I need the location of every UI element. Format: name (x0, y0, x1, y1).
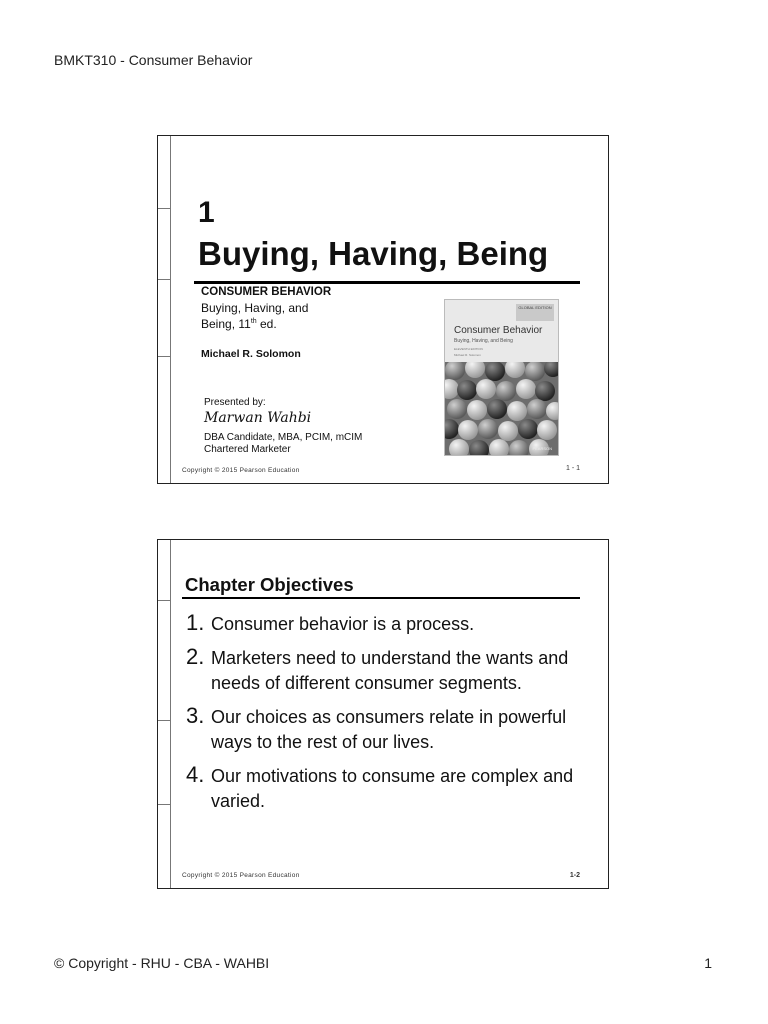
slide-margin-tick (158, 804, 170, 805)
presenter-credentials: DBA Candidate, MBA, PCIM, mCIM (204, 432, 363, 443)
book-series: CONSUMER BEHAVIOR (201, 286, 332, 298)
list-item (186, 612, 586, 637)
title-rule (194, 281, 580, 284)
book-author: Michael R. Solomon (201, 348, 301, 360)
title-rule (182, 597, 580, 599)
book-cover-image (444, 299, 559, 456)
slide-margin-tick (158, 600, 170, 601)
slide-margin-tick (158, 720, 170, 721)
cover-title: Consumer Behavior (454, 325, 543, 336)
slide-margin-line (170, 540, 171, 888)
presenter-title: Chartered Marketer (204, 444, 291, 455)
presenter-name: Marwan Wahbi (204, 410, 312, 426)
slide-copyright: Copyright © 2015 Pearson Education (182, 872, 300, 879)
slide-1 (157, 135, 609, 484)
list-item-text: Our motivations to consume are complex and varied. (211, 766, 574, 811)
page-footer-copyright: © Copyright - RHU - CBA - WAHBI (54, 955, 270, 971)
list-item-number: 2. (186, 644, 205, 669)
slide-margin-line (170, 136, 171, 483)
cover-subtitle: Buying, Having, and Being (454, 338, 513, 344)
list-item (186, 705, 586, 755)
book-title-line2: Being, 11th ed. (201, 317, 277, 331)
cover-badge: GLOBAL EDITION (516, 304, 554, 321)
spheres-illustration (445, 362, 558, 455)
slide-copyright: Copyright © 2015 Pearson Education (182, 467, 300, 474)
page-header: BMKT310 - Consumer Behavior (54, 52, 253, 68)
slide-margin-tick (158, 208, 170, 209)
list-item-text: Consumer behavior is a process. (211, 614, 475, 634)
chapter-number: 1 (198, 196, 215, 229)
presented-by-label: Presented by: (204, 397, 266, 408)
list-item-text: Marketers need to understand the wants and needs of different consumer segments. (211, 648, 569, 693)
cover-publisher: PEARSON (532, 446, 552, 451)
objectives-list (186, 612, 586, 823)
slide-number: 1 - 1 (565, 465, 580, 472)
slide-margin-tick (158, 279, 170, 280)
slide-number: 1-2 (569, 872, 580, 879)
book-title-line1: Buying, Having, and (201, 301, 309, 315)
list-item-number: 1. (186, 610, 205, 635)
cover-edition: ELEVENTH EDITION (454, 347, 483, 351)
list-item-text: Our choices as consumers relate in powerful ways to the rest of our lives. (211, 707, 567, 752)
list-item-number: 3. (186, 703, 205, 728)
cover-author: Michael R. Solomon (454, 353, 481, 357)
slide-2 (157, 539, 609, 889)
list-item (186, 764, 586, 814)
slide-margin-tick (158, 356, 170, 357)
list-item (186, 646, 586, 696)
slide-title: Buying, Having, Being (198, 235, 549, 272)
page-number: 1 (704, 955, 712, 971)
cover-spheres-photo (445, 362, 558, 455)
list-item-number: 4. (186, 762, 205, 787)
slide-title: Chapter Objectives (185, 574, 354, 595)
